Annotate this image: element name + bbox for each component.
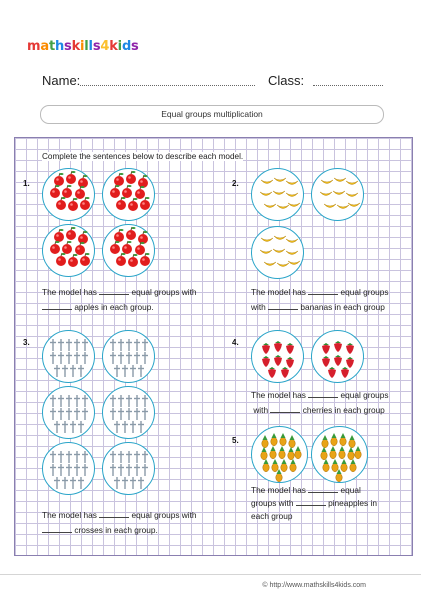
banana-icon <box>264 262 276 266</box>
pineapple-icon <box>340 433 346 446</box>
cross-icon <box>114 365 120 377</box>
banana-icon <box>286 181 298 185</box>
strawberry-icon <box>322 356 330 367</box>
footer-credit: © http://www.mathskills4kids.com <box>262 582 366 589</box>
cross-group-6 <box>102 442 155 495</box>
logo-letter: i <box>80 39 85 54</box>
cross-group-2 <box>102 330 155 383</box>
cross-icon <box>126 408 132 420</box>
cross-icon <box>122 421 128 433</box>
cross-icon <box>134 352 140 364</box>
apple-icon <box>122 185 132 198</box>
cross-icon <box>78 365 84 377</box>
cross-icon <box>142 352 148 364</box>
cross-icon <box>70 365 76 377</box>
logo-letter: k <box>71 39 81 54</box>
pineapple-icon <box>339 446 345 459</box>
cross-icon <box>138 365 144 377</box>
apple-icon <box>54 229 64 242</box>
apple-icon <box>56 197 66 210</box>
cross-icon <box>118 464 124 476</box>
apple-icon <box>50 185 60 198</box>
name-field[interactable] <box>80 85 255 86</box>
pineapple-icon <box>350 459 356 472</box>
pineapple-icon <box>271 433 277 446</box>
strawberry-icon <box>286 343 294 354</box>
logo-letter: s <box>92 39 101 54</box>
cross-icon <box>58 464 64 476</box>
cross-icon <box>118 451 124 463</box>
apple-icon <box>114 229 124 242</box>
cross-icon <box>78 421 84 433</box>
pineapple-icon <box>355 446 361 459</box>
logo-letter: s <box>131 39 139 54</box>
cross-icon <box>74 352 80 364</box>
apple-icon <box>122 241 132 254</box>
cross-icon <box>82 339 88 351</box>
cross-icon <box>82 352 88 364</box>
blank-input[interactable] <box>99 286 129 295</box>
cross-icon <box>74 339 80 351</box>
cross-icon <box>82 395 88 407</box>
blank-input[interactable] <box>308 484 338 493</box>
pineapple-icon <box>349 435 355 448</box>
logo-letter: m <box>27 39 41 54</box>
banana-icon <box>277 205 289 209</box>
strawberry-icon <box>262 343 270 354</box>
cross-icon <box>134 451 140 463</box>
cross-icon <box>134 408 140 420</box>
banana-icon <box>261 180 273 184</box>
blank-input[interactable] <box>296 497 326 506</box>
cross-icon <box>74 464 80 476</box>
banana-group-2 <box>311 168 364 221</box>
cross-icon <box>54 365 60 377</box>
blank-input[interactable] <box>308 286 338 295</box>
cross-icon <box>126 451 132 463</box>
banana-icon <box>274 178 286 182</box>
banana-icon <box>337 205 349 209</box>
pineapple-icon <box>288 447 294 460</box>
problem-1-sentence: The model has equal groups with apples in each group. <box>42 287 197 312</box>
banana-icon <box>286 251 298 255</box>
cross-icon <box>134 464 140 476</box>
pineapple-icon <box>330 446 336 459</box>
strawberry-group-2 <box>311 330 364 383</box>
problem-2-sentence: The model has equal groups with bananas in each group <box>251 287 389 312</box>
cross-icon <box>110 408 116 420</box>
strawberry-icon <box>328 367 336 378</box>
banana-icon <box>273 249 285 253</box>
cross-icon <box>66 408 72 420</box>
pineapple-icon <box>295 446 301 459</box>
cross-icon <box>126 352 132 364</box>
banana-icon <box>261 238 273 242</box>
problem-5-number: 5. <box>232 436 239 445</box>
banana-icon <box>273 191 285 195</box>
cross-group-4 <box>102 386 155 439</box>
cross-group-3 <box>42 386 95 439</box>
apple-icon <box>66 171 76 184</box>
banana-icon <box>260 192 272 196</box>
pineapple-group-2 <box>311 426 368 483</box>
logo-letter: a <box>40 39 49 54</box>
blank-input[interactable] <box>308 389 338 398</box>
cross-icon <box>70 477 76 489</box>
cross-icon <box>58 408 64 420</box>
cross-icon <box>138 477 144 489</box>
strawberry-icon <box>286 357 294 368</box>
cross-icon <box>82 464 88 476</box>
apple-icon <box>110 185 120 198</box>
banana-icon <box>274 236 286 240</box>
cross-icon <box>82 408 88 420</box>
banana-icon <box>346 193 358 197</box>
cross-icon <box>122 477 128 489</box>
banana-icon <box>288 203 300 207</box>
cross-icon <box>54 477 60 489</box>
strawberry-icon <box>268 367 276 378</box>
banana-icon <box>264 204 276 208</box>
cross-icon <box>50 352 56 364</box>
banana-group-1 <box>251 168 304 221</box>
apple-group-2 <box>102 168 155 221</box>
cross-icon <box>74 395 80 407</box>
cross-group-5 <box>42 442 95 495</box>
problem-1-number: 1. <box>23 179 30 188</box>
cross-icon <box>126 339 132 351</box>
logo-letter: k <box>109 39 118 54</box>
strawberry-icon <box>262 356 270 367</box>
pineapple-icon <box>281 459 287 472</box>
cross-icon <box>126 395 132 407</box>
pineapple-icon <box>262 435 268 448</box>
cross-icon <box>50 408 56 420</box>
cross-icon <box>50 339 56 351</box>
strawberry-icon <box>281 367 289 378</box>
apple-icon <box>68 198 78 211</box>
pineapple-icon <box>331 433 337 446</box>
pineapple-icon <box>279 446 285 459</box>
logo-letter: 4 <box>100 39 110 54</box>
cross-icon <box>66 339 72 351</box>
cross-icon <box>134 395 140 407</box>
cross-icon <box>74 451 80 463</box>
cross-icon <box>66 464 72 476</box>
cross-icon <box>122 365 128 377</box>
cross-icon <box>142 464 148 476</box>
logo-letter: i <box>117 39 122 54</box>
problem-5-sentence: The model has equal groups with pineapples in each group <box>251 485 377 521</box>
pineapple-icon <box>332 459 338 472</box>
apple-icon <box>68 254 78 267</box>
blank-input[interactable] <box>270 404 300 413</box>
pineapple-icon <box>321 447 327 460</box>
apple-group-3 <box>42 224 95 277</box>
cross-icon <box>110 339 116 351</box>
pineapple-icon <box>263 459 269 472</box>
cross-icon <box>58 352 64 364</box>
cross-icon <box>118 339 124 351</box>
cross-icon <box>50 451 56 463</box>
apple-group-1 <box>42 168 95 221</box>
strawberry-group-1 <box>251 330 304 383</box>
cross-icon <box>114 477 120 489</box>
pineapple-icon <box>280 433 286 446</box>
blank-input[interactable] <box>42 301 72 310</box>
pineapple-icon <box>322 435 328 448</box>
cross-icon <box>58 339 64 351</box>
banana-icon <box>286 193 298 197</box>
pineapple-icon <box>323 459 329 472</box>
cross-icon <box>66 395 72 407</box>
cross-icon <box>62 421 68 433</box>
banana-icon <box>321 180 333 184</box>
cross-icon <box>74 408 80 420</box>
cross-icon <box>62 477 68 489</box>
cross-icon <box>110 352 116 364</box>
cross-icon <box>118 408 124 420</box>
logo-letter: d <box>121 39 132 54</box>
cross-icon <box>110 395 116 407</box>
cross-icon <box>78 477 84 489</box>
apple-icon <box>80 253 90 266</box>
cross-group-1 <box>42 330 95 383</box>
strawberry-icon <box>346 357 354 368</box>
cross-icon <box>130 365 136 377</box>
banana-icon <box>260 250 272 254</box>
pineapple-icon <box>272 459 278 472</box>
pineapple-icon <box>341 459 347 472</box>
apple-icon <box>62 185 72 198</box>
cross-icon <box>62 365 68 377</box>
apple-icon <box>50 241 60 254</box>
pineapple-group-1 <box>251 426 308 483</box>
apple-icon <box>126 171 136 184</box>
apple-icon <box>110 241 120 254</box>
cross-icon <box>142 395 148 407</box>
problem-3-sentence: The model has equal groups with crosses in each group. <box>42 510 197 535</box>
pineapple-icon <box>289 435 295 448</box>
cross-icon <box>54 421 60 433</box>
banana-icon <box>286 239 298 243</box>
cross-icon <box>66 451 72 463</box>
apple-icon <box>114 173 124 186</box>
name-label: Name: <box>42 73 81 88</box>
problem-3-number: 3. <box>23 338 30 347</box>
cross-icon <box>50 395 56 407</box>
logo-letter: t <box>48 39 55 54</box>
logo-letter: l <box>84 39 89 54</box>
cross-icon <box>118 395 124 407</box>
pineapple-icon <box>348 447 354 460</box>
cross-icon <box>110 464 116 476</box>
pineapple-icon <box>290 459 296 472</box>
strawberry-icon <box>334 355 342 366</box>
strawberry-icon <box>274 355 282 366</box>
blank-input[interactable] <box>268 301 298 310</box>
banana-icon <box>277 263 289 267</box>
problem-4-sentence: The model has equal groups with cherries in each group <box>251 390 389 415</box>
logo-letter: h <box>54 39 65 54</box>
cross-icon <box>58 395 64 407</box>
cross-icon <box>134 339 140 351</box>
apple-icon <box>126 227 136 240</box>
banana-icon <box>324 204 336 208</box>
cross-icon <box>70 421 76 433</box>
banana-icon <box>346 181 358 185</box>
cross-icon <box>114 421 120 433</box>
cross-icon <box>142 339 148 351</box>
apple-icon <box>128 254 138 267</box>
pineapple-icon <box>270 446 276 459</box>
banana-icon <box>333 191 345 195</box>
footer-divider <box>0 574 421 575</box>
apple-group-4 <box>102 224 155 277</box>
cross-icon <box>142 408 148 420</box>
blank-input[interactable] <box>99 509 129 518</box>
site-logo <box>27 39 139 54</box>
cross-icon <box>58 451 64 463</box>
strawberry-icon <box>274 341 282 352</box>
cross-icon <box>130 477 136 489</box>
apple-icon <box>116 197 126 210</box>
strawberry-icon <box>341 367 349 378</box>
cross-icon <box>126 464 132 476</box>
banana-icon <box>288 261 300 265</box>
apple-icon <box>140 197 150 210</box>
blank-input[interactable] <box>42 524 72 533</box>
pineapple-icon <box>261 447 267 460</box>
problem-2-number: 2. <box>232 179 239 188</box>
apple-icon <box>62 241 72 254</box>
apple-icon <box>54 173 64 186</box>
strawberry-icon <box>322 343 330 354</box>
strawberry-icon <box>334 341 342 352</box>
cross-icon <box>130 421 136 433</box>
cross-icon <box>50 464 56 476</box>
class-label: Class: <box>268 73 305 88</box>
logo-letter: l <box>88 39 93 54</box>
cross-icon <box>110 451 116 463</box>
banana-icon <box>334 178 346 182</box>
problem-4-number: 4. <box>232 338 239 347</box>
apple-icon <box>56 253 66 266</box>
instructions: Complete the sentences below to describe each model. <box>42 152 244 161</box>
cross-icon <box>82 451 88 463</box>
apple-icon <box>80 197 90 210</box>
cross-icon <box>66 352 72 364</box>
apple-icon <box>140 253 150 266</box>
strawberry-icon <box>346 343 354 354</box>
class-field[interactable] <box>313 85 383 86</box>
cross-icon <box>142 451 148 463</box>
logo-letter: s <box>64 39 72 54</box>
banana-group-3 <box>251 226 304 279</box>
banana-icon <box>348 203 360 207</box>
worksheet-title: Equal groups multiplication <box>40 105 384 124</box>
apple-icon <box>128 198 138 211</box>
cross-icon <box>138 421 144 433</box>
apple-icon <box>66 227 76 240</box>
banana-icon <box>320 192 332 196</box>
apple-icon <box>116 253 126 266</box>
cross-icon <box>118 352 124 364</box>
